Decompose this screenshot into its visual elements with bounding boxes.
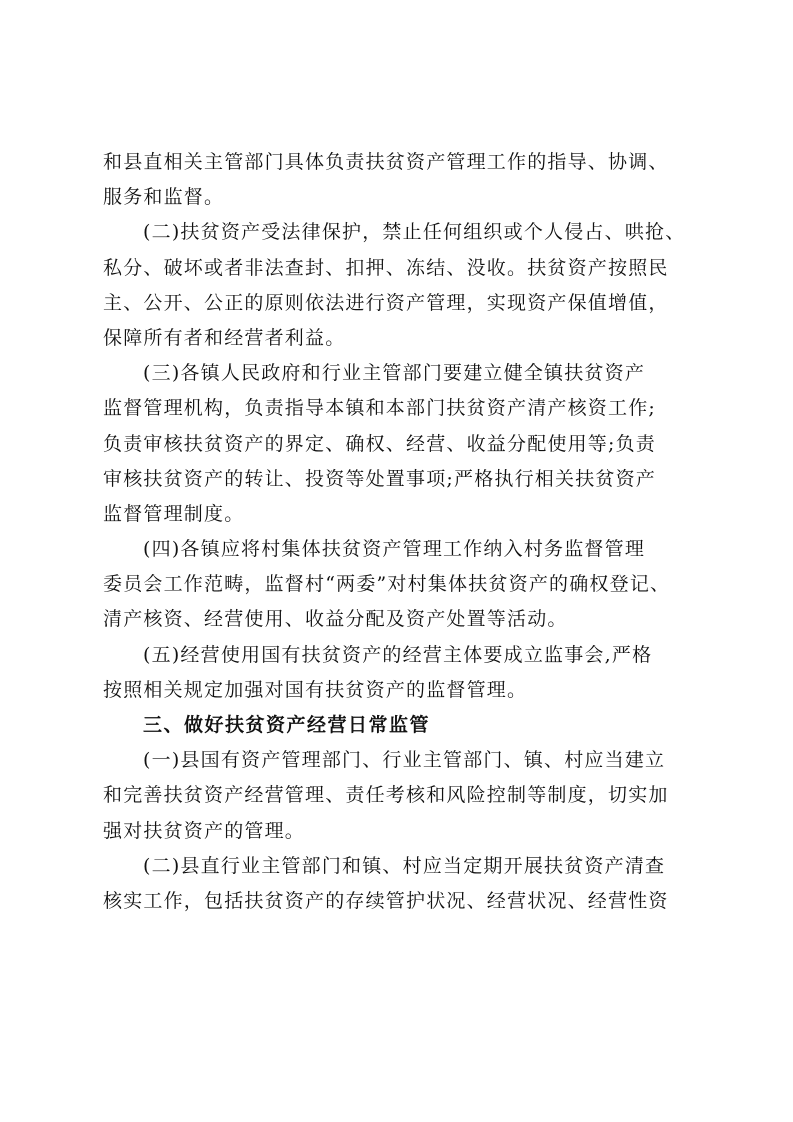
paragraph-line: 保障所有者和经营者利益。: [103, 326, 346, 349]
paragraph-line: (一)县国有资产管理部门、行业主管部门、镇、村应当建立: [143, 749, 666, 772]
paragraph-line: 强对扶贫资产的管理。: [103, 819, 306, 842]
paragraph-line: 审核扶贫资产的转让、投资等处置事项;严格执行相关扶贫资产: [103, 467, 657, 490]
paragraph-line: 核实工作，包括扶贫资产的存续管护状况、经营状况、经营性资: [103, 889, 669, 912]
paragraph-line: 监督管理制度。: [103, 502, 245, 525]
paragraph-line: 按照相关规定加强对国有扶贫资产的监督管理。: [103, 678, 528, 701]
paragraph-line: 服务和监督。: [103, 186, 225, 209]
paragraph-line: (五)经营使用国有扶贫资产的经营主体要成立监事会,严格: [143, 643, 653, 666]
paragraph-line: 清产核资、经营使用、收益分配及资产处置等活动。: [103, 608, 568, 631]
paragraph-line: 委员会工作范畴，监督村“两委”对村集体扶贫资产的确权登记、: [103, 573, 671, 596]
paragraph-line: (三)各镇人民政府和行业主管部门要建立健全镇扶贫资产: [143, 362, 646, 385]
paragraph-line: 主、公开、公正的原则依法进行资产管理，实现资产保值增值，: [103, 291, 669, 314]
paragraph-line: 和完善扶贫资产经营管理、责任考核和风险控制等制度，切实加: [103, 784, 669, 807]
paragraph-line: 监督管理机构，负责指导本镇和本部门扶贫资产清产核资工作;: [103, 397, 657, 420]
paragraph-line: 和县直相关主管部门具体负责扶贫资产管理工作的指导、协调、: [103, 151, 669, 173]
paragraph-line: (四)各镇应将村集体扶贫资产管理工作纳入村务监督管理: [143, 538, 646, 561]
section-heading: 三、做好扶贫资产经营日常监管: [143, 714, 431, 736]
paragraph-line: 负责审核扶贫资产的界定、确权、经营、收益分配使用等;负责: [103, 432, 657, 455]
paragraph-line: (二)县直行业主管部门和镇、村应当定期开展扶贫资产清查: [143, 854, 666, 877]
paragraph-line: (二)扶贫资产受法律保护，禁止任何组织或个人侵占、哄抢、: [143, 221, 686, 244]
paragraph-line: 私分、破坏或者非法查封、扣押、冻结、没收。扶贫资产按照民: [103, 256, 669, 279]
body-text: [103, 145, 703, 919]
